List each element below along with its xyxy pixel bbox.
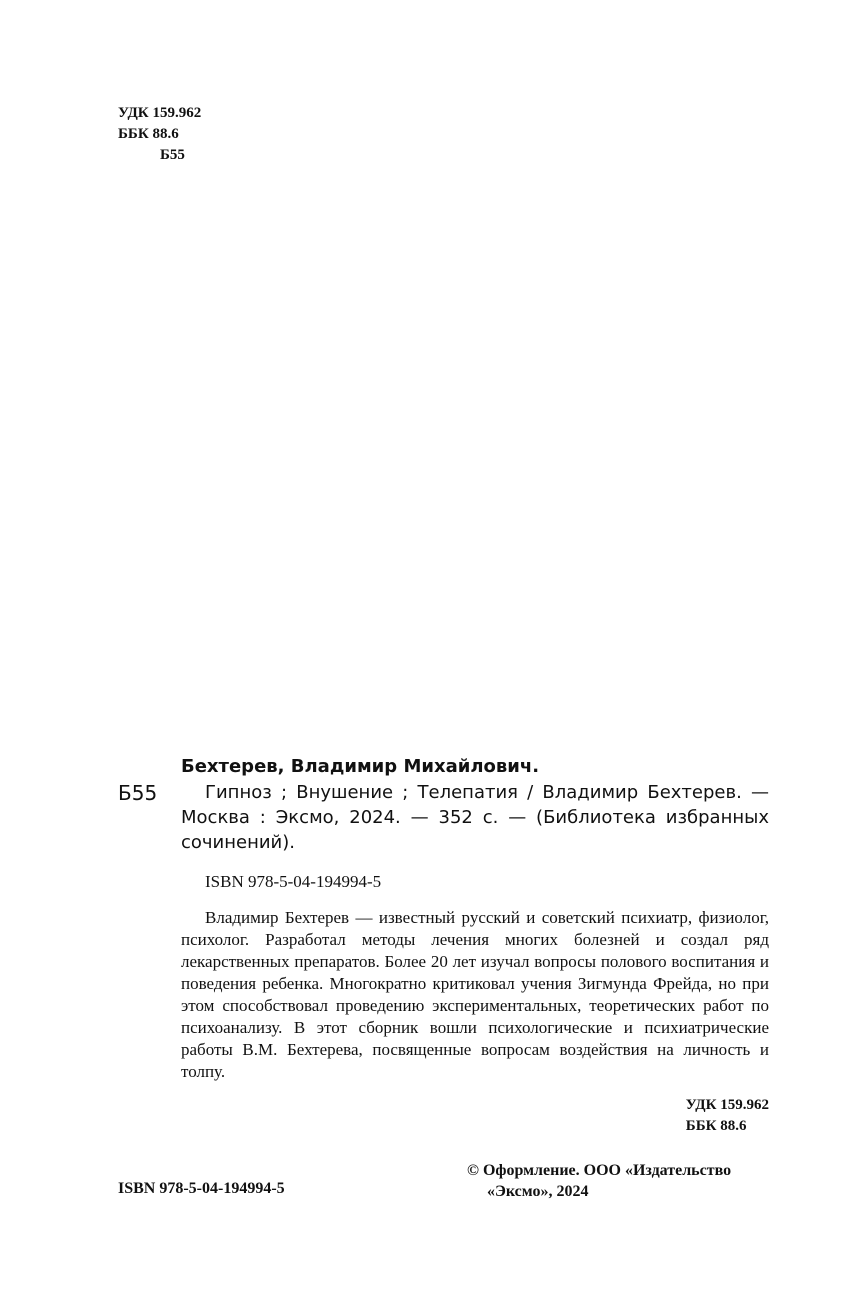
bibliographic-description: Гипноз ; Внушение ; Телепатия / Владимир Бехтерев. — Москва : Эксмо, 2024. — 352 с. — (Библиотека избранных сочинений). <box>181 782 769 853</box>
copyright-line-1: © Оформление. ООО «Издательство <box>467 1162 732 1179</box>
top-bbk-code: ББК 88.6 <box>118 126 179 142</box>
top-classification-block <box>118 103 201 166</box>
record-isbn: ISBN 978-5-04-194994-5 <box>205 872 382 891</box>
bibliographic-record <box>181 754 769 1137</box>
footer-isbn: ISBN 978-5-04-194994-5 <box>118 1180 285 1197</box>
author-heading: Бехтерев, Владимир Михайлович. <box>181 756 540 777</box>
record-bbk-code: ББК 88.6 <box>685 1118 747 1134</box>
record-classification-codes <box>181 1095 769 1137</box>
top-udk-code: УДК 159.962 <box>118 105 202 121</box>
copyright-notice <box>467 1160 769 1202</box>
annotation-text: Владимир Бехтерев — известный русский и советский психиатр, физиолог, психолог. Разработал методы лечения многих болезней и создал ряд лекарственных препаратов. Более 20 лет изучал вопросы полового воспитания и поведения ребенка. Многократно критиковал учения Зигмунда Фрейда, но при этом способствовал проведению экспериментальных, теоретических работ по психоанализу. В этот сборник вошли психологические и психиатрические работы В.М. Бехтерева, посвященные вопросам воздействия на личность и толпу. <box>181 908 769 1081</box>
top-author-sign: Б55 <box>160 147 185 163</box>
record-udk-code: УДК 159.962 <box>685 1097 769 1113</box>
copyright-line-2: «Эксмо», 2024 <box>487 1183 589 1200</box>
author-sign: Б55 <box>118 781 158 805</box>
